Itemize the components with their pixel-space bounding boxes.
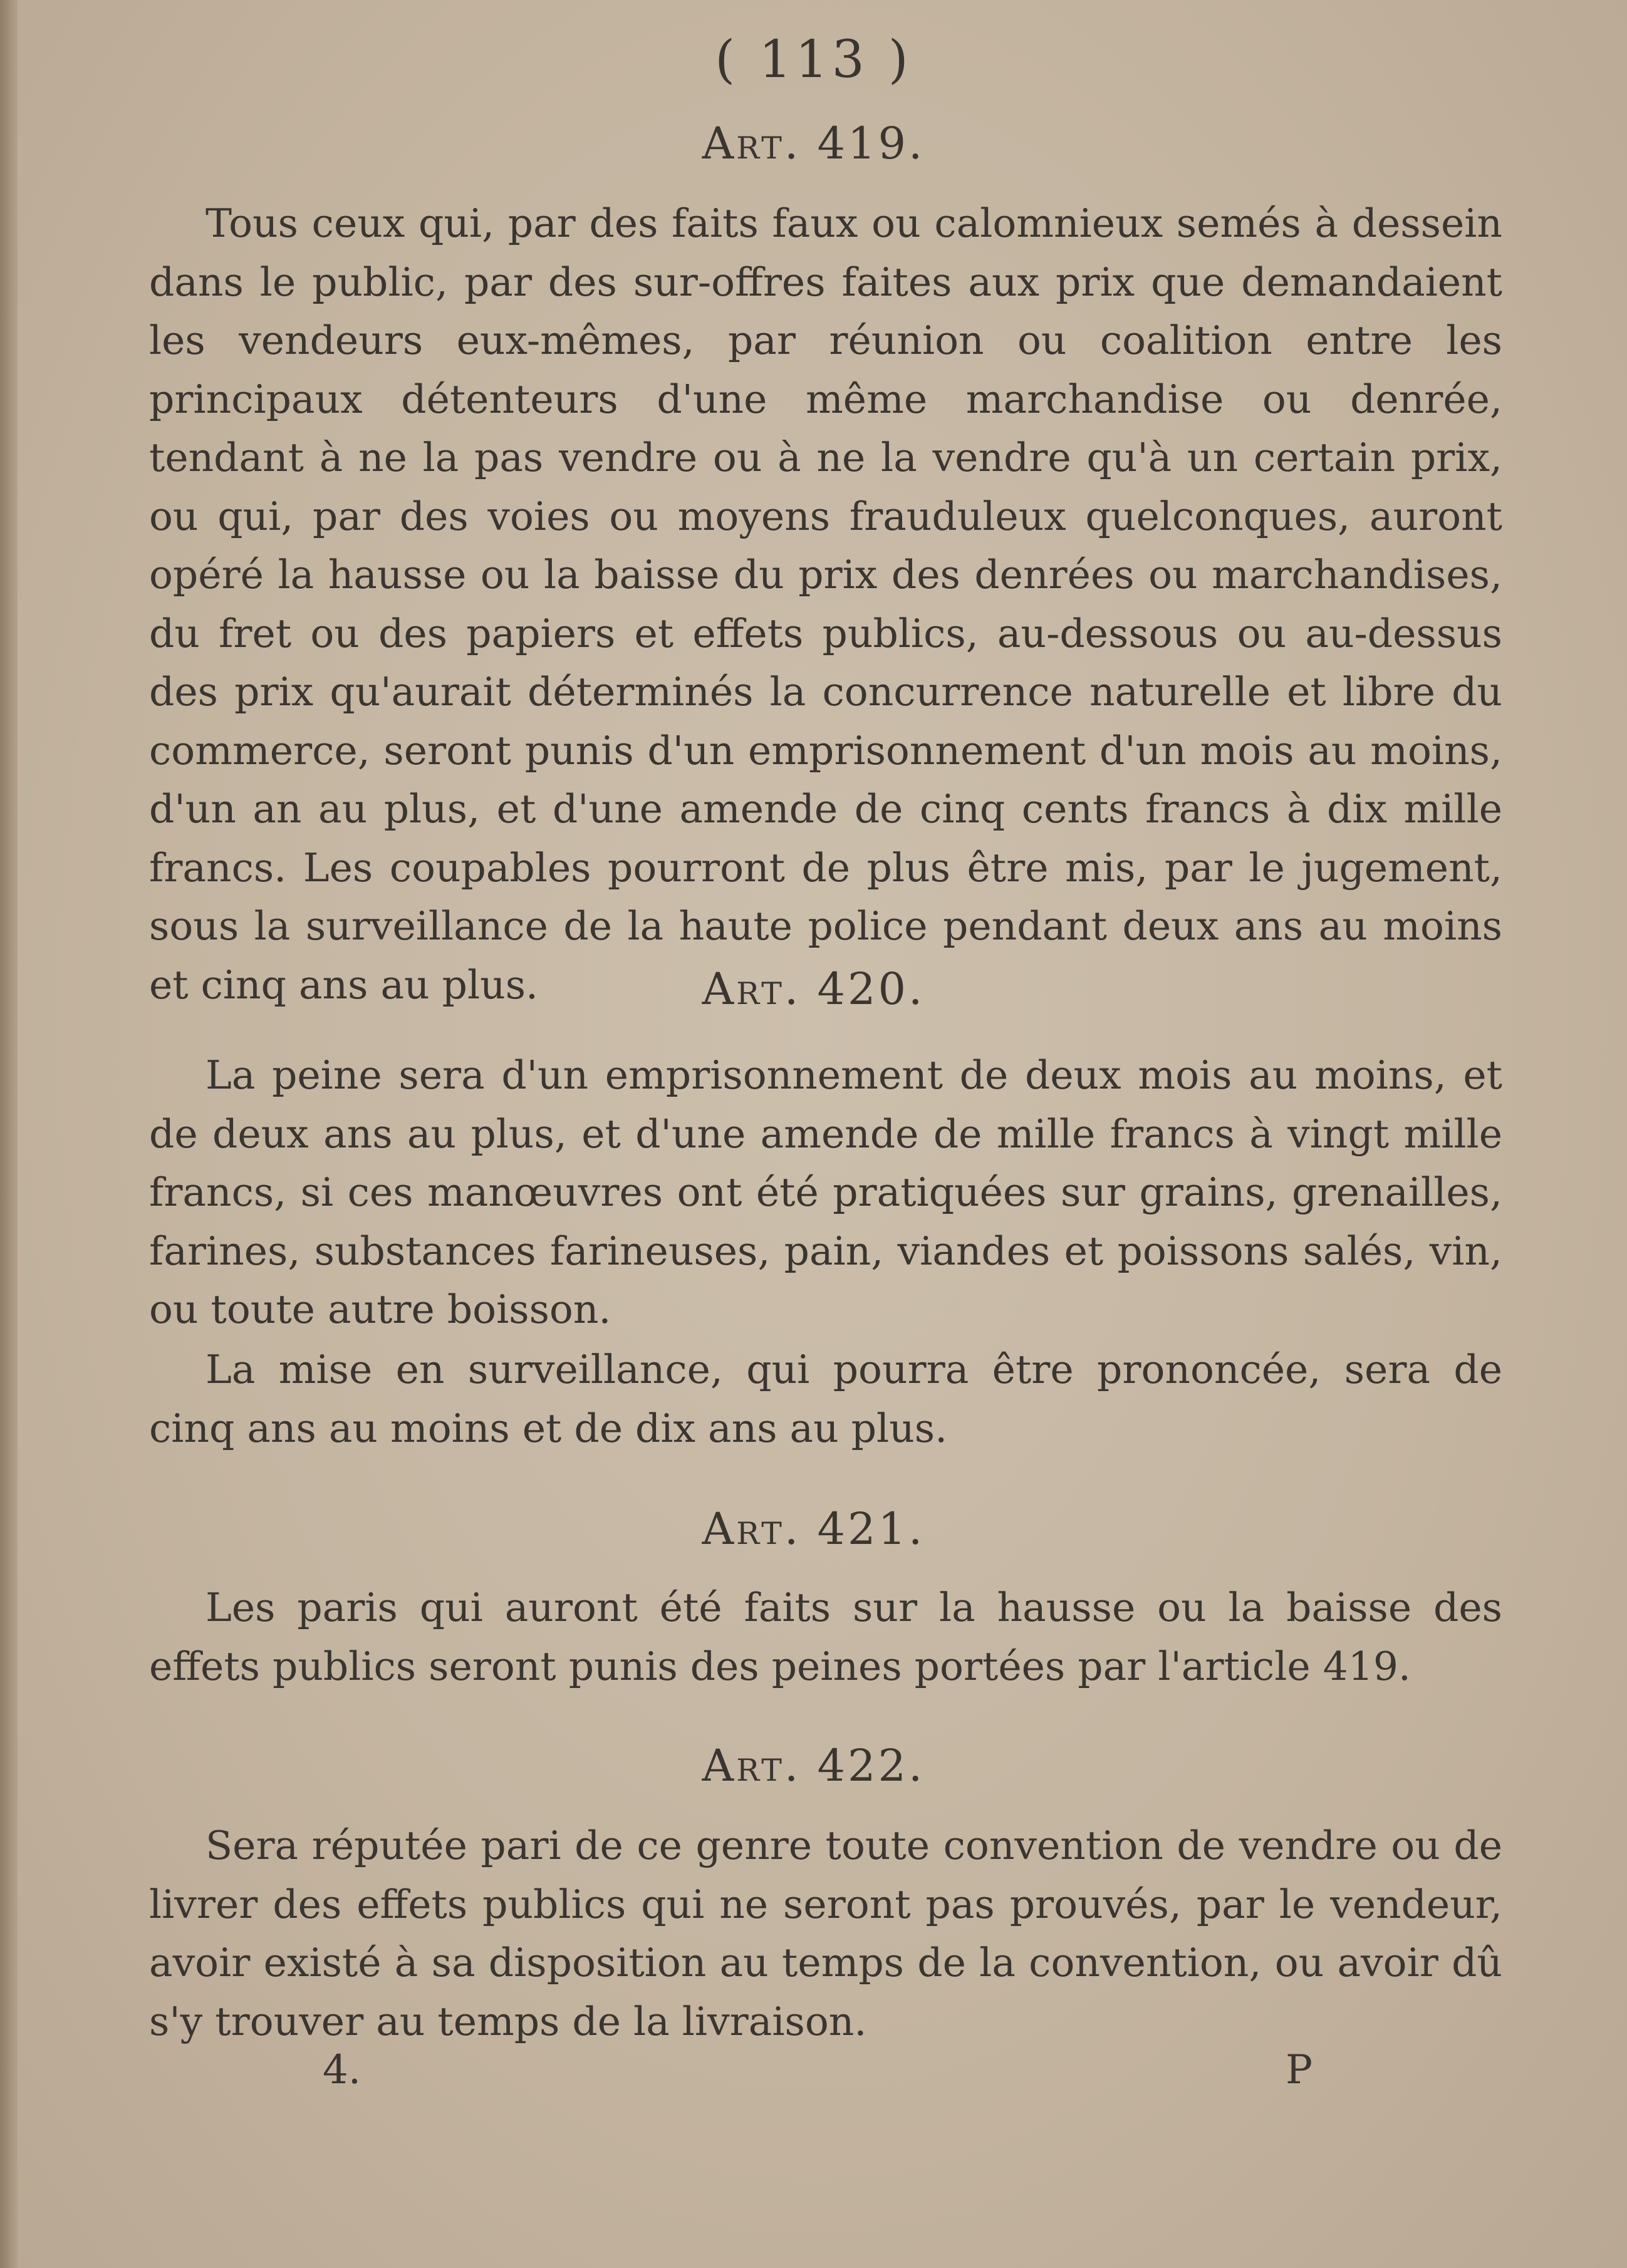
article-420-surveillance-text: La mise en surveillance, qui pourra être prononcée, sera de cinq ans au moins et de dix ans au plus. xyxy=(149,1347,1502,1451)
page-binding-edge xyxy=(0,0,18,2268)
article-heading-422: Art. 422. xyxy=(702,1740,925,1791)
article-heading-421: Art. 421. xyxy=(702,1503,925,1555)
article-heading-420: Art. 420. xyxy=(702,963,925,1015)
gathering-signature: P xyxy=(1286,2047,1313,2093)
volume-signature: 4. xyxy=(323,2047,361,2093)
article-heading-419: Art. 419. xyxy=(702,118,925,169)
article-420-text: La peine sera d'un emprisonnement de deux mois au moins, et de deux ans au plus, et d'une amende de mille francs à vingt mille francs, si ces manœuvres ont été pratiquées sur grains, grenailles, farines, substances farineuses, pain, viandes et poissons salés, vin, ou toute autre boisson. xyxy=(149,1052,1502,1332)
article-419-text: Tous ceux qui, par des faits faux ou calomnieux semés à dessein dans le public, par des sur-offres faites aux prix que demandaient les vendeurs eux-mêmes, par réunion ou coalition entre les principaux détenteurs d'une même marchandise ou denrée, tendant à ne la pas vendre ou à ne la vendre qu'à un certain prix, ou qui, par des voies ou moyens frauduleux quelconques, auront opéré la hausse ou la baisse du prix des denrées ou marchandises, du fret ou des papiers et effets publics, au-dessous ou au-dessus des prix qu'aurait déterminés la concurrence naturelle et libre du commerce, seront punis d'un emprisonnement d'un mois au moins, d'un an au plus, et d'une amende de cinq cents francs à dix mille francs. Les coupables pourront de plus être mis, par le jugement, sous la surveillance de la haute police pendant deux ans au moins et cinq ans au plus. xyxy=(149,200,1502,1008)
page-number: ( 113 ) xyxy=(715,30,912,90)
article-421-text: Les paris qui auront été faits sur la hausse ou la baisse des effets publics seront punis des peines portées par l'article 419. xyxy=(149,1585,1502,1689)
article-422-text: Sera réputée pari de ce genre toute convention de vendre ou de livrer des effets publics qui ne seront pas prouvés, par le vendeur, avoir existé à sa disposition au temps de la convention, ou avoir dû s'y trouver au temps de la livraison. xyxy=(149,1823,1502,2044)
